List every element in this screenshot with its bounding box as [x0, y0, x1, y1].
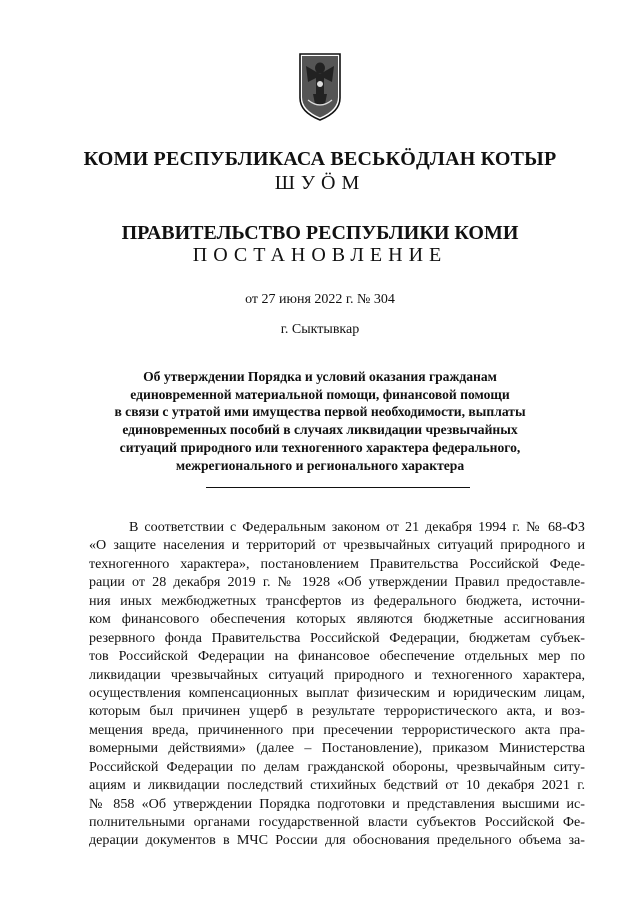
decree-title [110, 368, 530, 474]
decree-city: г. Сыктывкар [280, 322, 360, 337]
body-line: Российской Федерации по делам гражданской обороны, чрезвычайным ситу- [89, 758, 585, 775]
body-line: тов Российской Федерации на финансовое обеспечение отдельных мер по [89, 648, 585, 665]
body-line: В соответствии с Федеральным законом от 21 декабря 1994 г. № 68-ФЗ [129, 519, 585, 535]
decree-title-line: единовременной материальной помощи, финансовой помощи [130, 386, 510, 402]
decree-heading: ПОСТАНОВЛЕНИЕ [192, 244, 448, 266]
body-line: ациям и ликвидации последствий стихийных бедствий от 10 декабря 2021 г. [89, 777, 585, 794]
government-heading: ПРАВИТЕЛЬСТВО РЕСПУБЛИКИ КОМИ [121, 222, 519, 244]
body-line: ликвидации чрезвычайных ситуаций природного и техногенного характера, [89, 666, 585, 683]
title-divider [206, 487, 470, 488]
body-line: техногенного характера», постановлением Правительства Российской Феде- [89, 555, 585, 572]
decree-title-line: межрегионального и регионального характера [175, 457, 465, 473]
decree-title-line: ситуаций природного или техногенного характера федерального, [119, 439, 521, 455]
decree-date-number: от 27 июня 2022 г. № 304 [245, 292, 395, 307]
republic-komi-heading: КОМИ РЕСПУБЛИКАСА ВЕСЬКӦДЛАН КОТЫР [83, 148, 557, 170]
body-line: осуществления компенсационных выплат физическим и юридическим лицам, [89, 684, 585, 701]
body-line: рации от 28 декабря 2019 г. № 1928 «Об утверждении Правил предоставле- [89, 574, 585, 591]
body-line: ком финансового обеспечения которых являются бюджетные ассигнования [89, 611, 585, 628]
body-line: № 858 «Об утверждении Порядка подготовки и представления высшими ис- [89, 795, 585, 812]
body-line: ния иных межбюджетных трансфертов из федерального бюджета, источни- [89, 592, 585, 609]
body-line: полнительными органами государственной власти субъектов Российской Фе- [89, 814, 585, 830]
decree-komi-heading: ШУӦМ [274, 172, 366, 194]
body-line: дерации документов в МЧС России для обоснования предельного объема за- [89, 832, 585, 849]
komi-coat-of-arms-emblem [296, 52, 344, 122]
body-line: «О защите населения и территорий от чрезвычайных ситуаций природного и [89, 537, 585, 554]
body-line: резервного фонда Правительства Российской Федерации, бюджетам субъек- [89, 629, 585, 646]
decree-title-line: Об утверждении Порядка и условий оказания гражданам [143, 369, 497, 384]
body-line: вомерными действиями» (далее – Постановление), приказом Министерства [89, 740, 585, 757]
decree-body-text [89, 518, 585, 850]
body-line: которым был причинен ущерб в результате террористического акта, и воз- [89, 703, 585, 720]
body-line: мещения вреда, причиненного при пресечении террористического акта пра- [89, 721, 585, 738]
decree-title-line: единовременных пособий в случаях ликвидации чрезвычайных [122, 422, 518, 438]
decree-title-line: в связи с утратой ими имущества первой необходимости, выплаты [114, 404, 526, 420]
